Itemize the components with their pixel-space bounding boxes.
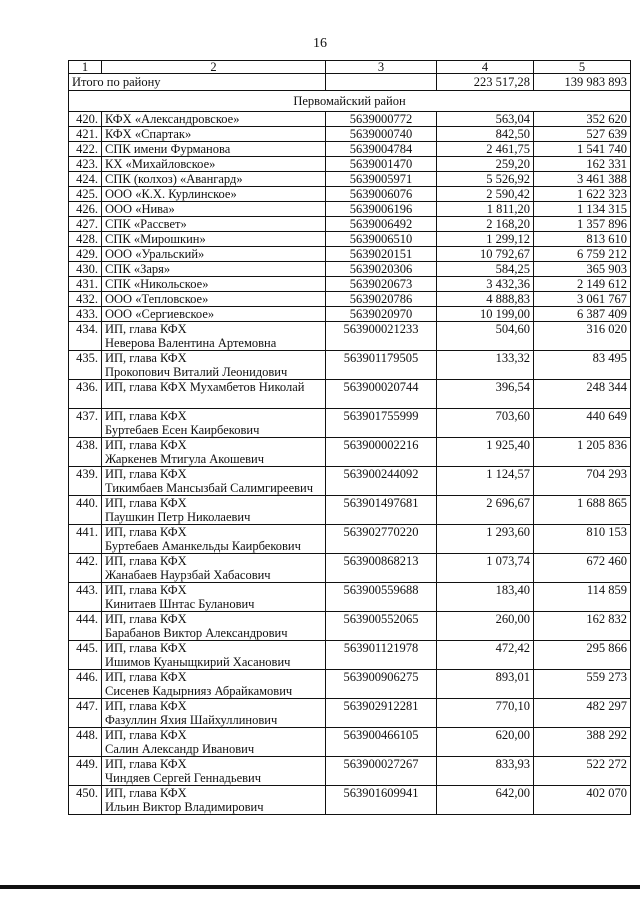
entity-name bbox=[102, 757, 326, 786]
district-heading: Первомайский район bbox=[69, 91, 631, 112]
subsidy-amount: 1 541 740 bbox=[534, 142, 631, 157]
tax-id: 563900559688 bbox=[326, 583, 437, 612]
tax-id: 5639020306 bbox=[326, 262, 437, 277]
row-number: 423. bbox=[69, 157, 102, 172]
tax-id: 5639000740 bbox=[326, 127, 437, 142]
entity-name bbox=[102, 467, 326, 496]
tax-id: 563900021233 bbox=[326, 322, 437, 351]
district-total-row bbox=[69, 74, 631, 91]
row-number: 429. bbox=[69, 247, 102, 262]
table-row bbox=[69, 786, 631, 815]
entity-name bbox=[102, 217, 326, 232]
subsidy-amount: 3 061 767 bbox=[534, 292, 631, 307]
table-row bbox=[69, 380, 631, 409]
row-number: 431. bbox=[69, 277, 102, 292]
table-row bbox=[69, 217, 631, 232]
entity-name bbox=[102, 351, 326, 380]
tax-id: 5639000772 bbox=[326, 112, 437, 127]
tax-id: 5639006196 bbox=[326, 202, 437, 217]
land-area: 1 925,40 bbox=[437, 438, 534, 467]
subsidy-amount: 1 357 896 bbox=[534, 217, 631, 232]
table-row bbox=[69, 409, 631, 438]
table-row bbox=[69, 351, 631, 380]
tax-id: 563900027267 bbox=[326, 757, 437, 786]
subsidy-amount: 2 149 612 bbox=[534, 277, 631, 292]
entity-name-line-1: КФХ «Спартак» bbox=[105, 127, 192, 141]
entity-name-line-1: ИП, глава КФХ bbox=[105, 583, 187, 597]
entity-name-line-1: ООО «Тепловское» bbox=[105, 292, 209, 306]
entity-name-line-1: ИП, глава КФХ Мухамбетов Николай bbox=[105, 380, 305, 394]
entity-name-line-1: ООО «К.Х. Курлинское» bbox=[105, 187, 237, 201]
subsidy-amount: 810 153 bbox=[534, 525, 631, 554]
land-area: 259,20 bbox=[437, 157, 534, 172]
row-number: 450. bbox=[69, 786, 102, 815]
district-total-label: Итого по району bbox=[69, 74, 326, 91]
entity-name bbox=[102, 409, 326, 438]
tax-id: 5639004784 bbox=[326, 142, 437, 157]
tax-id: 5639001470 bbox=[326, 157, 437, 172]
land-area: 1 299,12 bbox=[437, 232, 534, 247]
land-area: 183,40 bbox=[437, 583, 534, 612]
table-row bbox=[69, 757, 631, 786]
table-row bbox=[69, 728, 631, 757]
row-number: 449. bbox=[69, 757, 102, 786]
land-area: 2 696,67 bbox=[437, 496, 534, 525]
entity-name-line-1: ИП, глава КФХ bbox=[105, 728, 187, 742]
row-number: 447. bbox=[69, 699, 102, 728]
table-row bbox=[69, 277, 631, 292]
land-area: 1 124,57 bbox=[437, 467, 534, 496]
entity-name-line-1: ИП, глава КФХ bbox=[105, 757, 187, 771]
subsidy-amount: 295 866 bbox=[534, 641, 631, 670]
district-total-area: 223 517,28 bbox=[437, 74, 534, 91]
land-area: 504,60 bbox=[437, 322, 534, 351]
tax-id: 563902912281 bbox=[326, 699, 437, 728]
land-area: 133,32 bbox=[437, 351, 534, 380]
entity-name-line-2: Буртебаев Есен Каирбекович bbox=[105, 423, 260, 437]
page-number: 16 bbox=[313, 36, 327, 51]
entity-name-line-1: СПК «Мирошкин» bbox=[105, 232, 206, 246]
entity-name-line-2 bbox=[105, 394, 322, 408]
entity-name-line-1: ИП, глава КФХ bbox=[105, 438, 187, 452]
entity-name-line-2: Прокопович Виталий Леонидович bbox=[105, 365, 288, 379]
table-row bbox=[69, 307, 631, 322]
row-number: 435. bbox=[69, 351, 102, 380]
tax-id: 563901179505 bbox=[326, 351, 437, 380]
row-number: 433. bbox=[69, 307, 102, 322]
entity-name-line-2: Жанабаев Наурзбай Хабасович bbox=[105, 568, 271, 582]
subsidy-amount: 522 272 bbox=[534, 757, 631, 786]
column-number-2: 2 bbox=[102, 61, 326, 74]
row-number: 424. bbox=[69, 172, 102, 187]
row-number: 438. bbox=[69, 438, 102, 467]
entity-name-line-2: Барабанов Виктор Александрович bbox=[105, 626, 288, 640]
row-number: 420. bbox=[69, 112, 102, 127]
tax-id: 563900906275 bbox=[326, 670, 437, 699]
subsidy-amount: 6 759 212 bbox=[534, 247, 631, 262]
entity-name bbox=[102, 127, 326, 142]
row-number: 446. bbox=[69, 670, 102, 699]
entity-name-line-1: ИП, глава КФХ bbox=[105, 351, 187, 365]
row-number: 437. bbox=[69, 409, 102, 438]
subsidy-amount: 1 205 836 bbox=[534, 438, 631, 467]
land-area: 2 168,20 bbox=[437, 217, 534, 232]
land-area: 4 888,83 bbox=[437, 292, 534, 307]
tax-id: 563900244092 bbox=[326, 467, 437, 496]
entity-name-line-2: Сисенев Кадырнияз Абрайкамович bbox=[105, 684, 293, 698]
entity-name bbox=[102, 641, 326, 670]
entity-name bbox=[102, 583, 326, 612]
land-area: 842,50 bbox=[437, 127, 534, 142]
land-area: 893,01 bbox=[437, 670, 534, 699]
district-total-code bbox=[326, 74, 437, 91]
row-number: 448. bbox=[69, 728, 102, 757]
table-row bbox=[69, 187, 631, 202]
table-row bbox=[69, 670, 631, 699]
tax-id: 5639005971 bbox=[326, 172, 437, 187]
entity-name bbox=[102, 322, 326, 351]
row-number: 426. bbox=[69, 202, 102, 217]
entity-name bbox=[102, 380, 326, 409]
land-area: 10 792,67 bbox=[437, 247, 534, 262]
entity-name bbox=[102, 670, 326, 699]
tax-id: 563901121978 bbox=[326, 641, 437, 670]
entity-name-line-1: ИП, глава КФХ bbox=[105, 641, 187, 655]
entity-name bbox=[102, 112, 326, 127]
table-row bbox=[69, 232, 631, 247]
entity-name-line-2: Ильин Виктор Владимирович bbox=[105, 800, 264, 814]
entity-name-line-1: СПК «Рассвет» bbox=[105, 217, 187, 231]
subsidy-amount: 162 331 bbox=[534, 157, 631, 172]
table-row bbox=[69, 142, 631, 157]
entity-name-line-1: ИП, глава КФХ bbox=[105, 525, 187, 539]
subsidy-amount: 352 620 bbox=[534, 112, 631, 127]
entity-name bbox=[102, 307, 326, 322]
row-number: 430. bbox=[69, 262, 102, 277]
registry-table bbox=[68, 60, 631, 815]
subsidy-amount: 672 460 bbox=[534, 554, 631, 583]
table-row bbox=[69, 262, 631, 277]
land-area: 563,04 bbox=[437, 112, 534, 127]
tax-id: 5639006510 bbox=[326, 232, 437, 247]
table-row bbox=[69, 127, 631, 142]
entity-name-line-1: ИП, глава КФХ bbox=[105, 612, 187, 626]
entity-name-line-1: КФХ «Александровское» bbox=[105, 112, 240, 126]
entity-name-line-1: ООО «Нива» bbox=[105, 202, 175, 216]
entity-name bbox=[102, 187, 326, 202]
tax-id: 5639006076 bbox=[326, 187, 437, 202]
tax-id: 563901755999 bbox=[326, 409, 437, 438]
row-number: 422. bbox=[69, 142, 102, 157]
tax-id: 563900868213 bbox=[326, 554, 437, 583]
entity-name bbox=[102, 525, 326, 554]
table-row bbox=[69, 112, 631, 127]
tax-id: 563900552065 bbox=[326, 612, 437, 641]
entity-name-line-2: Буртебаев Аманкельды Каирбекович bbox=[105, 539, 301, 553]
table-row bbox=[69, 699, 631, 728]
column-number-3: 3 bbox=[326, 61, 437, 74]
tax-id: 5639020673 bbox=[326, 277, 437, 292]
entity-name bbox=[102, 232, 326, 247]
entity-name bbox=[102, 262, 326, 277]
row-number: 441. bbox=[69, 525, 102, 554]
table-row bbox=[69, 438, 631, 467]
subsidy-amount: 6 387 409 bbox=[534, 307, 631, 322]
entity-name-line-1: ИП, глава КФХ bbox=[105, 467, 187, 481]
entity-name-line-2: Паушкин Петр Николаевич bbox=[105, 510, 251, 524]
table-row bbox=[69, 641, 631, 670]
row-number: 434. bbox=[69, 322, 102, 351]
subsidy-amount: 559 273 bbox=[534, 670, 631, 699]
subsidy-amount: 316 020 bbox=[534, 322, 631, 351]
subsidy-amount: 114 859 bbox=[534, 583, 631, 612]
table-row bbox=[69, 202, 631, 217]
entity-name-line-1: ИП, глава КФХ bbox=[105, 322, 187, 336]
row-number: 440. bbox=[69, 496, 102, 525]
tax-id: 5639020970 bbox=[326, 307, 437, 322]
subsidy-amount: 83 495 bbox=[534, 351, 631, 380]
district-heading-row bbox=[69, 91, 631, 112]
entity-name-line-1: ООО «Сергиевское» bbox=[105, 307, 215, 321]
entity-name bbox=[102, 786, 326, 815]
subsidy-amount: 248 344 bbox=[534, 380, 631, 409]
tax-id: 563900020744 bbox=[326, 380, 437, 409]
tax-id: 563902770220 bbox=[326, 525, 437, 554]
land-area: 770,10 bbox=[437, 699, 534, 728]
column-number-4: 4 bbox=[437, 61, 534, 74]
land-area: 396,54 bbox=[437, 380, 534, 409]
land-area: 3 432,36 bbox=[437, 277, 534, 292]
table-row bbox=[69, 496, 631, 525]
land-area: 1 073,74 bbox=[437, 554, 534, 583]
entity-name-line-1: ИП, глава КФХ bbox=[105, 554, 187, 568]
land-area: 642,00 bbox=[437, 786, 534, 815]
row-number: 443. bbox=[69, 583, 102, 612]
land-area: 833,93 bbox=[437, 757, 534, 786]
subsidy-amount: 440 649 bbox=[534, 409, 631, 438]
entity-name bbox=[102, 496, 326, 525]
land-area: 2 590,42 bbox=[437, 187, 534, 202]
entity-name-line-1: ИП, глава КФХ bbox=[105, 699, 187, 713]
entity-name bbox=[102, 157, 326, 172]
registry-table-body bbox=[69, 61, 631, 815]
land-area: 584,25 bbox=[437, 262, 534, 277]
row-number: 445. bbox=[69, 641, 102, 670]
table-row bbox=[69, 172, 631, 187]
tax-id: 563901609941 bbox=[326, 786, 437, 815]
row-number: 442. bbox=[69, 554, 102, 583]
entity-name bbox=[102, 202, 326, 217]
subsidy-amount: 1 622 323 bbox=[534, 187, 631, 202]
entity-name bbox=[102, 172, 326, 187]
land-area: 5 526,92 bbox=[437, 172, 534, 187]
column-number-1: 1 bbox=[69, 61, 102, 74]
entity-name bbox=[102, 438, 326, 467]
tax-id: 5639020151 bbox=[326, 247, 437, 262]
entity-name-line-2: Чиндяев Сергей Геннадьевич bbox=[105, 771, 262, 785]
subsidy-amount: 527 639 bbox=[534, 127, 631, 142]
land-area: 1 811,20 bbox=[437, 202, 534, 217]
entity-name-line-1: ИП, глава КФХ bbox=[105, 786, 187, 800]
entity-name-line-2: Тикимбаев Мансызбай Салимгиреевич bbox=[105, 481, 314, 495]
table-row bbox=[69, 247, 631, 262]
tax-id: 5639006492 bbox=[326, 217, 437, 232]
subsidy-amount: 402 070 bbox=[534, 786, 631, 815]
table-row bbox=[69, 467, 631, 496]
subsidy-amount: 388 292 bbox=[534, 728, 631, 757]
land-area: 620,00 bbox=[437, 728, 534, 757]
entity-name-line-2: Неверова Валентина Артемовна bbox=[105, 336, 277, 350]
tax-id: 563900002216 bbox=[326, 438, 437, 467]
table-row bbox=[69, 583, 631, 612]
subsidy-amount: 482 297 bbox=[534, 699, 631, 728]
row-number: 425. bbox=[69, 187, 102, 202]
table-row bbox=[69, 612, 631, 641]
entity-name-line-1: КХ «Михайловское» bbox=[105, 157, 216, 171]
entity-name bbox=[102, 142, 326, 157]
row-number: 444. bbox=[69, 612, 102, 641]
subsidy-amount: 162 832 bbox=[534, 612, 631, 641]
entity-name bbox=[102, 554, 326, 583]
tax-id: 5639020786 bbox=[326, 292, 437, 307]
entity-name-line-1: ИП, глава КФХ bbox=[105, 409, 187, 423]
land-area: 703,60 bbox=[437, 409, 534, 438]
entity-name-line-1: ИП, глава КФХ bbox=[105, 670, 187, 684]
table-row bbox=[69, 322, 631, 351]
entity-name-line-1: СПК «Никольское» bbox=[105, 277, 209, 291]
entity-name-line-2: Ишимов Куаныщкирий Хасанович bbox=[105, 655, 291, 669]
entity-name bbox=[102, 292, 326, 307]
row-number: 436. bbox=[69, 380, 102, 409]
entity-name-line-1: СПК (колхоз) «Авангард» bbox=[105, 172, 243, 186]
district-total-sum: 139 983 893 bbox=[534, 74, 631, 91]
row-number: 439. bbox=[69, 467, 102, 496]
entity-name bbox=[102, 699, 326, 728]
entity-name-line-2: Кинитаев Шнтас Буланович bbox=[105, 597, 255, 611]
entity-name-line-2: Жаркенев Мтигула Акошевич bbox=[105, 452, 265, 466]
entity-name-line-1: ООО «Уральский» bbox=[105, 247, 205, 261]
row-number: 432. bbox=[69, 292, 102, 307]
land-area: 260,00 bbox=[437, 612, 534, 641]
table-row bbox=[69, 554, 631, 583]
subsidy-amount: 3 461 388 bbox=[534, 172, 631, 187]
entity-name-line-2: Салин Александр Иванович bbox=[105, 742, 255, 756]
row-number: 427. bbox=[69, 217, 102, 232]
subsidy-amount: 1 134 315 bbox=[534, 202, 631, 217]
column-number-row bbox=[69, 61, 631, 74]
land-area: 472,42 bbox=[437, 641, 534, 670]
subsidy-amount: 1 688 865 bbox=[534, 496, 631, 525]
row-number: 421. bbox=[69, 127, 102, 142]
entity-name bbox=[102, 612, 326, 641]
tax-id: 563901497681 bbox=[326, 496, 437, 525]
entity-name bbox=[102, 728, 326, 757]
subsidy-amount: 704 293 bbox=[534, 467, 631, 496]
table-row bbox=[69, 525, 631, 554]
subsidy-amount: 365 903 bbox=[534, 262, 631, 277]
row-number: 428. bbox=[69, 232, 102, 247]
entity-name bbox=[102, 247, 326, 262]
column-number-5: 5 bbox=[534, 61, 631, 74]
land-area: 1 293,60 bbox=[437, 525, 534, 554]
table-row bbox=[69, 292, 631, 307]
entity-name-line-1: СПК «Заря» bbox=[105, 262, 171, 276]
bottom-rule bbox=[0, 885, 640, 889]
entity-name-line-1: ИП, глава КФХ bbox=[105, 496, 187, 510]
entity-name-line-1: СПК имени Фурманова bbox=[105, 142, 231, 156]
tax-id: 563900466105 bbox=[326, 728, 437, 757]
subsidy-amount: 813 610 bbox=[534, 232, 631, 247]
land-area: 2 461,75 bbox=[437, 142, 534, 157]
entity-name bbox=[102, 277, 326, 292]
land-area: 10 199,00 bbox=[437, 307, 534, 322]
table-row bbox=[69, 157, 631, 172]
entity-name-line-2: Фазуллин Яхия Шайхуллинович bbox=[105, 713, 278, 727]
